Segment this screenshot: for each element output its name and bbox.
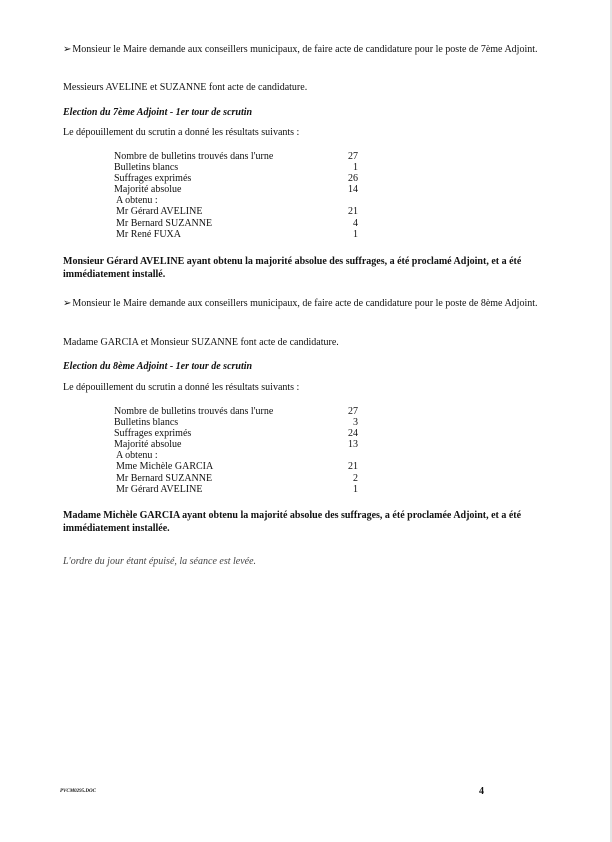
result-label: Suffrages exprimés <box>114 428 192 440</box>
closing-statement: L'ordre du jour étant épuisé, la séance est levée. <box>63 556 257 567</box>
result-label: Majorité absolue <box>114 439 182 451</box>
result-value: 2 <box>353 472 358 484</box>
result-row <box>114 439 359 450</box>
result-row <box>114 184 359 195</box>
section1-heading: Election du 7ème Adjoint - 1er tour de scrutin <box>63 107 253 118</box>
result-row <box>114 229 359 240</box>
section2-intro-text: Monsieur le Maire demande aux conseillers municipaux, de faire acte de candidature pour le poste de 8ème Adjoint. <box>72 298 538 309</box>
section1-candidates: Messieurs AVELINE et SUZANNE font acte de candidature. <box>63 82 308 93</box>
section2-heading: Election du 8ème Adjoint - 1er tour de scrutin <box>63 361 253 372</box>
result-label: Mme Michèle GARCIA <box>116 461 214 473</box>
page-number: 4 <box>479 786 484 797</box>
section2-results-table <box>114 406 359 495</box>
result-label: A obtenu : <box>116 450 158 462</box>
result-label: Majorité absolue <box>114 184 182 196</box>
section1-intro-text: Monsieur le Maire demande aux conseillers municipaux, de faire acte de candidature pour le poste de 7ème Adjoint. <box>72 44 538 55</box>
result-label: Mr René FUXA <box>116 228 181 240</box>
result-label: Bulletins blancs <box>114 162 179 174</box>
result-value: 13 <box>348 439 358 451</box>
result-value: 1 <box>353 228 358 240</box>
result-row <box>114 162 359 173</box>
result-value: 21 <box>348 206 358 218</box>
result-row <box>114 151 359 162</box>
result-row <box>114 417 359 428</box>
section1-proclamation: Monsieur Gérard AVELINE ayant obtenu la majorité absolue des suffrages, a été proclamé Adjoint, et a été immédiatement installé. <box>63 256 522 280</box>
result-value: 1 <box>353 483 358 495</box>
section1-results-intro: Le dépouillement du scrutin a donné les résultats suivants : <box>63 127 300 138</box>
result-row <box>114 173 359 184</box>
result-row <box>114 461 359 472</box>
result-value: 21 <box>348 461 358 473</box>
result-value <box>342 450 359 461</box>
result-row <box>114 406 359 417</box>
footer-doc-name: PVCM0295.DOC <box>60 789 96 794</box>
result-label: Mr Gérard AVELINE <box>116 206 203 218</box>
result-row <box>114 450 359 461</box>
result-label: Nombre de bulletins trouvés dans l'urne <box>114 406 274 417</box>
result-row <box>114 195 359 206</box>
result-value: 26 <box>348 173 358 185</box>
section2-intro <box>63 298 560 311</box>
result-value: 24 <box>348 428 358 440</box>
result-row <box>114 484 359 495</box>
result-value: 14 <box>348 184 358 196</box>
result-label: A obtenu : <box>116 195 158 207</box>
section2-results-intro: Le dépouillement du scrutin a donné les résultats suivants : <box>63 382 300 393</box>
result-value: 27 <box>348 406 358 417</box>
arrow-bullet-icon: ➢ <box>63 44 72 55</box>
result-label: Mr Bernard SUZANNE <box>116 472 213 484</box>
result-label: Bulletins blancs <box>114 417 179 429</box>
arrow-bullet-icon: ➢ <box>63 298 72 309</box>
result-value: 3 <box>353 417 358 429</box>
result-value: 1 <box>353 162 358 174</box>
result-value: 27 <box>348 151 358 162</box>
result-row <box>114 428 359 439</box>
section2-candidates: Madame GARCIA et Monsieur SUZANNE font acte de candidature. <box>63 337 339 348</box>
section1-results-table <box>114 151 359 240</box>
result-row <box>114 473 359 484</box>
result-label: Mr Bernard SUZANNE <box>116 217 213 229</box>
section1-intro <box>63 44 560 57</box>
result-label: Suffrages exprimés <box>114 173 192 185</box>
result-label: Mr Gérard AVELINE <box>116 483 203 495</box>
result-label: Nombre de bulletins trouvés dans l'urne <box>114 151 274 162</box>
result-value <box>342 195 359 206</box>
result-value: 4 <box>353 217 358 229</box>
section2-proclamation: Madame Michèle GARCIA ayant obtenu la majorité absolue des suffrages, a été proclamée Adjoint, et a été immédiatement installée. <box>63 510 522 534</box>
result-row <box>114 218 359 229</box>
result-row <box>114 206 359 217</box>
